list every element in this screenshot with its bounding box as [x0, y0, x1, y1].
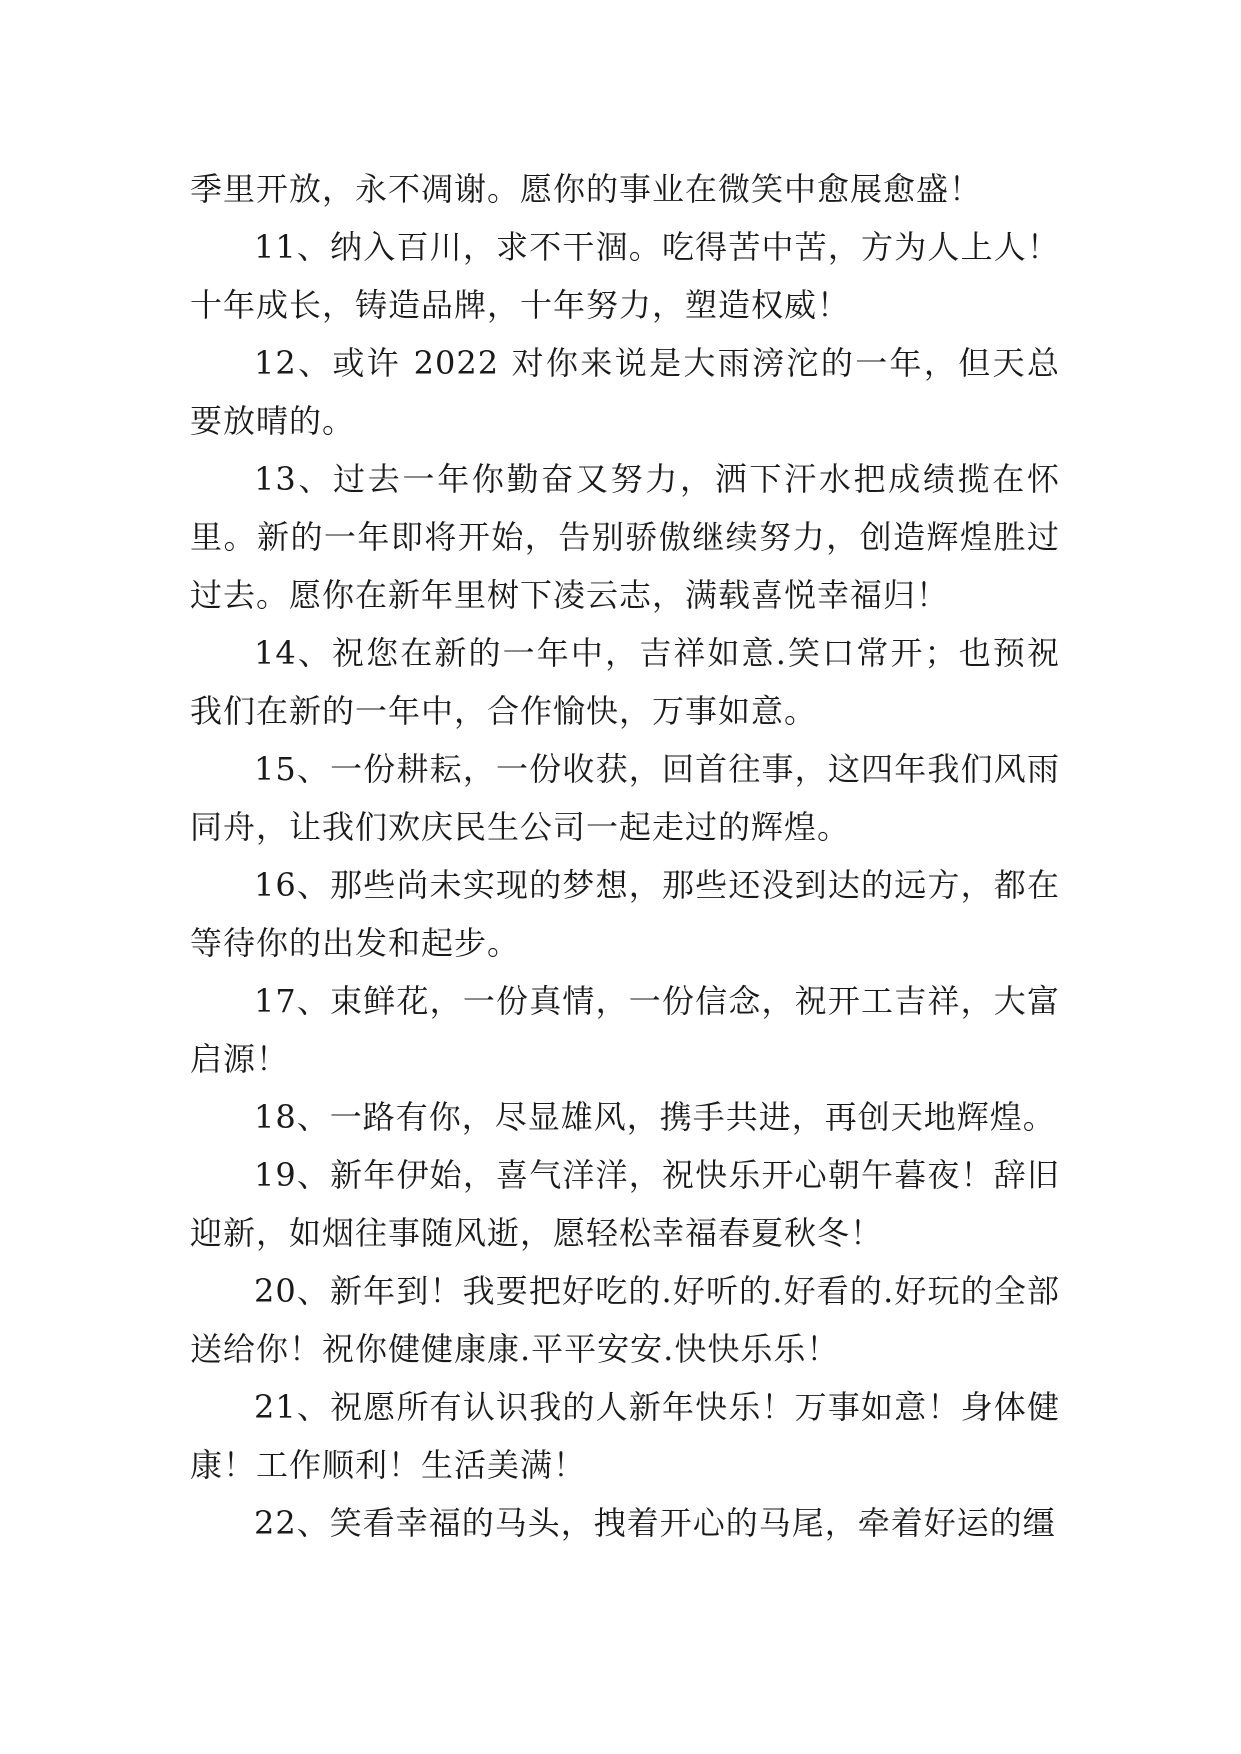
paragraph-item-18: 18、一路有你，尽显雄风，携手共进，再创天地辉煌。: [254, 1098, 1056, 1136]
paragraph-item-14: 14、祝您在新的一年中，吉祥如意.笑口常开；也预祝我们在新的一年中，合作愉快，万事如意。: [190, 634, 1060, 730]
paragraph-continuation: 季里开放，永不凋谢。愿你的事业在微笑中愈展愈盛！: [190, 170, 983, 208]
paragraph-item-19: 19、新年伊始，喜气洋洋，祝快乐开心朝午暮夜！辞旧迎新，如烟往事随风逝，愿轻松幸福春夏秋冬！: [190, 1156, 1060, 1252]
paragraph-item-13: 13、过去一年你勤奋又努力，洒下汗水把成绩揽在怀里。新的一年即将开始，告别骄傲继续努力，创造辉煌胜过过去。愿你在新年里树下凌云志，满载喜悦幸福归！: [190, 460, 1060, 614]
document-body: [190, 160, 1060, 1552]
paragraph-item-21: 21、祝愿所有认识我的人新年快乐！万事如意！身体健康！工作顺利！生活美满！: [190, 1388, 1060, 1484]
paragraph-item-17: 17、束鲜花，一份真情，一份信念，祝开工吉祥，大富启源！: [190, 982, 1060, 1078]
paragraph-item-16: 16、那些尚未实现的梦想，那些还没到达的远方，都在等待你的出发和起步。: [190, 866, 1060, 962]
paragraph-item-20: 20、新年到！我要把好吃的.好听的.好看的.好玩的全部送给你！祝你健健康康.平平安安.快快乐乐！: [190, 1272, 1060, 1368]
paragraph-item-15: 15、一份耕耘，一份收获，回首往事，这四年我们风雨同舟，让我们欢庆民生公司一起走过的辉煌。: [190, 750, 1060, 846]
paragraph-item-12: 12、或许 2022 对你来说是大雨滂沱的一年，但天总要放晴的。: [190, 344, 1060, 440]
paragraph-item-11: 11、纳入百川，求不干涸。吃得苦中苦，方为人上人！十年成长，铸造品牌，十年努力，塑造权威！: [190, 228, 1060, 324]
paragraph-item-22: 22、笑看幸福的马头，拽着开心的马尾，牵着好运的缰: [254, 1504, 1056, 1542]
